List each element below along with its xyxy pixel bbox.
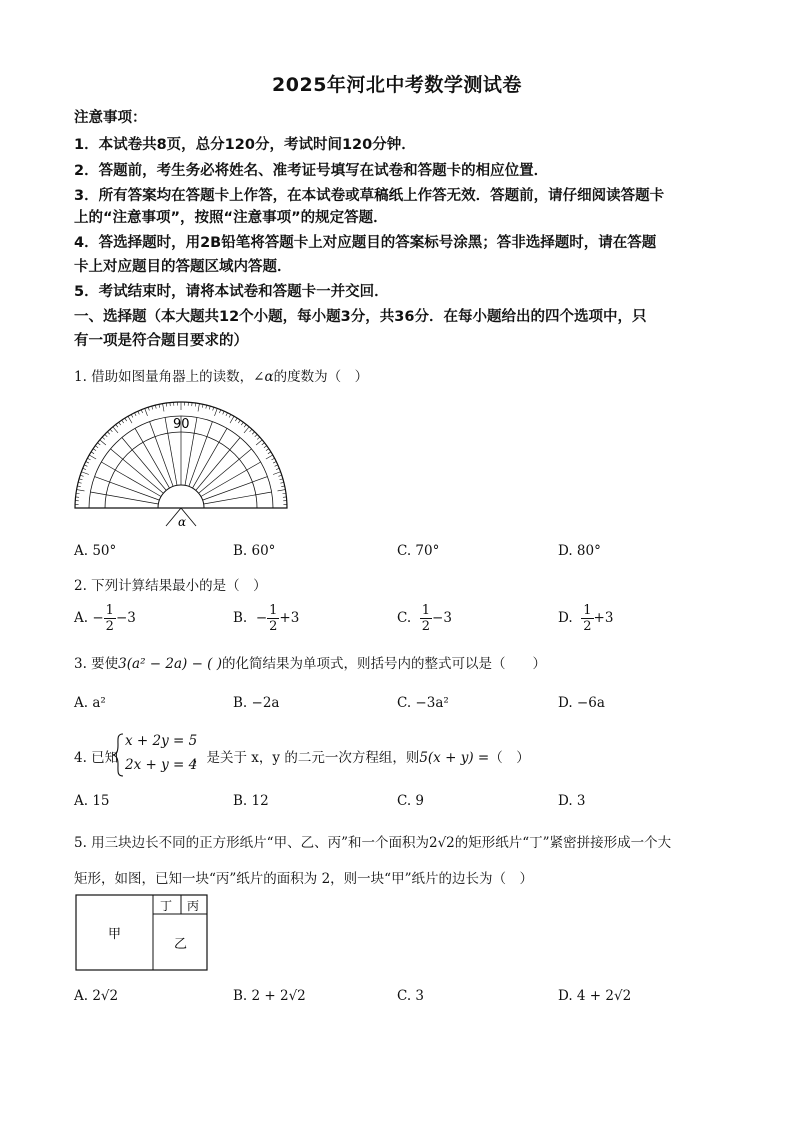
protractor-tick <box>102 437 105 439</box>
q3-expression: 3(a² − 2a) − ( ) <box>118 656 223 672</box>
q3-option-a[interactable]: A. a² <box>74 695 106 711</box>
q1-option-d[interactable]: D. 80° <box>558 543 601 559</box>
ding-label: 丁 <box>160 899 173 913</box>
q2-c-fraction <box>420 603 432 634</box>
q5-option-c[interactable]: C. 3 <box>397 988 425 1004</box>
section-heading: 一、选择题（本大题共12个小题，每小题3分，共36分．在每小题给出的四个选项中，只 <box>74 309 647 325</box>
q2-a-num: 1 <box>105 603 114 618</box>
protractor-tick <box>272 458 275 460</box>
protractor-tick <box>135 413 137 416</box>
q2-b-minus: − <box>255 610 268 626</box>
protractor-tick <box>97 443 100 445</box>
q2-c-tail: −3 <box>432 610 452 626</box>
notice-item-3-cont: 上的“注意事项”，按照“注意事项”的规定答题． <box>74 210 388 226</box>
protractor-tick <box>255 434 258 436</box>
protractor-tick <box>107 432 109 435</box>
protractor-tick <box>219 410 220 413</box>
q4-equation-1: x + 2y = 5 <box>125 733 198 749</box>
notice-item-5: 5．考试结束时，请将本试卷和答题卡一并交回． <box>74 284 389 300</box>
protractor-tick <box>266 449 269 451</box>
protractor-tick <box>278 490 286 491</box>
q2-d-tail: +3 <box>593 610 614 626</box>
question-5-line-2: 矩形，如图，已知一块“丙”纸片的面积为 2，则一块“甲”纸片的边长为（ ） <box>74 871 533 887</box>
protractor-tick <box>77 486 80 487</box>
protractor-tick <box>229 414 231 417</box>
notice-item-4: 4．答选择题时，用2B铅笔将答题卡上对应题目的答案标号涂黑；答非选择题时，请在答题 <box>74 235 657 251</box>
protractor-tick <box>159 404 160 407</box>
q2-b-den: 2 <box>269 619 278 634</box>
protractor-tick <box>87 458 90 460</box>
q2-b-num: 1 <box>269 603 278 618</box>
protractor-tick <box>209 406 210 409</box>
q3-option-c[interactable]: C. −3a² <box>397 695 449 711</box>
protractor-tick <box>257 437 260 439</box>
jia-label: 甲 <box>108 927 122 942</box>
protractor-tick <box>278 475 281 476</box>
protractor-tick <box>281 486 284 487</box>
q2-b-tail: +3 <box>279 610 300 626</box>
question-2-stem: 2. 下列计算结果最小的是（ ） <box>74 578 267 594</box>
q2-a-minus: − <box>92 610 104 626</box>
protractor-tick <box>131 414 133 417</box>
protractor-tick <box>105 434 108 436</box>
protractor-tick <box>226 413 228 416</box>
q5-option-d[interactable]: D. 4 + 2√2 <box>558 988 632 1004</box>
protractor-ray <box>95 477 160 501</box>
q5-option-b[interactable]: B. 2 + 2√2 <box>233 988 306 1004</box>
protractor-tick <box>206 405 207 408</box>
q1-angle: ∠α <box>253 369 274 385</box>
q2-a-den: 2 <box>105 619 114 634</box>
q4-left-brace <box>112 733 124 777</box>
yi-label: 乙 <box>174 937 188 952</box>
q5-option-a[interactable]: A. 2√2 <box>74 988 119 1004</box>
q4-equation-2: 2x + y = 4 <box>125 757 198 773</box>
protractor-tick <box>116 424 118 427</box>
protractor-tick <box>148 407 149 410</box>
protractor-tick <box>77 490 85 491</box>
protractor-tick <box>100 440 106 445</box>
notice-item-4-cont: 卡上对应题目的答题区域内答题． <box>74 259 292 275</box>
q4-stem-rest <box>193 746 530 766</box>
protractor-tick <box>280 479 283 480</box>
q4-stem-b: ，是关于 x，y 的二元一次方程组，则 <box>193 750 420 766</box>
protractor-tick <box>215 408 218 416</box>
q2-c-num: 1 <box>421 603 431 618</box>
q2-a-fraction <box>104 603 116 634</box>
q1-option-c[interactable]: C. 70° <box>397 543 440 559</box>
question-5-line-1 <box>74 831 671 851</box>
protractor-tick <box>110 429 112 432</box>
protractor-tick <box>198 404 199 412</box>
protractor-tick <box>141 410 142 413</box>
notice-item-1: 1．本试卷共8页，总分120分，考试时间120分钟． <box>74 137 416 153</box>
protractor-ray <box>203 477 268 501</box>
q1-option-a[interactable]: A. 50° <box>74 543 117 559</box>
protractor-ray <box>204 492 272 504</box>
protractor-ray <box>189 422 213 487</box>
protractor-tick <box>145 408 148 416</box>
q4-option-c[interactable]: C. 9 <box>397 793 425 809</box>
protractor-tick <box>122 420 124 423</box>
notice-heading: 注意事项： <box>74 110 147 126</box>
q4-stem-c: （ ） <box>489 750 530 766</box>
section-heading-cont: 有一项是符合题目要求的） <box>74 333 248 349</box>
protractor-tick <box>81 472 89 475</box>
protractor-tick <box>280 482 283 483</box>
protractor-tick <box>273 472 281 475</box>
q1-stem-b: 的度数为（ ） <box>273 369 369 385</box>
q2-option-a[interactable] <box>74 603 136 634</box>
q4-option-a[interactable]: A. 15 <box>74 793 110 809</box>
q5-area: 2√2 <box>428 835 455 851</box>
q2-d-label: D. <box>558 610 573 626</box>
protractor-tick <box>230 416 234 423</box>
question-1-stem <box>74 365 368 385</box>
q3-option-b[interactable]: B. −2a <box>233 695 280 711</box>
q3-stem-b: 的化简结果为单项式，则括号内的整式可以是（ ） <box>222 656 547 672</box>
protractor-tick <box>264 446 267 448</box>
protractor-tick <box>273 462 276 464</box>
q2-a-label: A. <box>74 610 89 626</box>
page-title: 2025年河北中考数学测试卷 <box>272 74 522 96</box>
protractor-tick <box>91 452 94 454</box>
q2-d-den: 2 <box>583 619 592 634</box>
protractor-tick <box>202 404 203 407</box>
q2-a-tail: −3 <box>115 610 136 626</box>
q2-b-label: B. <box>233 610 248 626</box>
protractor-ray <box>90 492 158 504</box>
protractor-tick <box>244 427 249 433</box>
q1-option-b[interactable]: B. 60° <box>233 543 276 559</box>
protractor-tick <box>128 416 132 423</box>
q2-c-den: 2 <box>421 619 431 634</box>
protractor-tick <box>95 446 98 448</box>
protractor-ray <box>150 422 174 487</box>
protractor-tick <box>256 440 262 445</box>
protractor-tick <box>266 455 273 459</box>
protractor-tick <box>89 455 96 459</box>
q4-expression: 5(x + y) = <box>419 750 490 766</box>
protractor-tick <box>268 452 271 454</box>
q3-option-d[interactable]: D. −6a <box>558 695 605 711</box>
protractor-tick <box>252 432 254 435</box>
q4-option-b[interactable]: B. 12 <box>233 793 269 809</box>
notice-item-2: 2．答题前，考生务必将姓名、准考证号填写在试卷和答题卡的相应位置． <box>74 163 549 179</box>
protractor-tick <box>276 468 279 469</box>
protractor-tick <box>138 411 139 414</box>
q2-c-label: C. <box>397 610 412 626</box>
protractor-tick <box>79 479 82 480</box>
question-3-stem <box>74 652 546 672</box>
q4-option-d[interactable]: D. 3 <box>558 793 586 809</box>
q2-option-c[interactable] <box>397 603 452 634</box>
protractor-tick <box>84 465 87 466</box>
notice-item-3: 3．所有答案均在答题卡上作答，在本试卷或草稿纸上作答无效．答题前，请仔细阅读答题卡 <box>74 188 665 204</box>
protractor-tick <box>262 443 265 445</box>
q5-line1-b: 的矩形纸片“丁”紧密拼接形成一个大 <box>454 835 672 851</box>
q2-option-d[interactable] <box>558 603 613 634</box>
protractor-tick <box>223 411 224 414</box>
bing-label: 丙 <box>187 899 200 913</box>
protractor-tick <box>250 429 252 432</box>
protractor-tick <box>86 462 89 464</box>
protractor-tick <box>213 407 214 410</box>
protractor-tick <box>275 465 278 466</box>
protractor-tick <box>155 405 156 408</box>
protractor-tick <box>244 424 246 427</box>
protractor-tick <box>80 475 83 476</box>
protractor-tick <box>152 406 153 409</box>
protractor-tick <box>119 422 121 425</box>
alpha-label: α <box>178 515 187 529</box>
protractor-tick <box>78 482 81 483</box>
protractor-tick <box>113 427 118 433</box>
rectangle-figure <box>75 894 209 972</box>
q4-stem-a: 4. 已知 <box>74 750 119 766</box>
q2-d-fraction <box>581 603 593 634</box>
q2-b-fraction <box>267 603 279 634</box>
q2-d-num: 1 <box>583 603 592 618</box>
protractor-tick <box>235 418 237 421</box>
protractor-tick <box>241 422 243 425</box>
protractor-tick <box>93 449 96 451</box>
protractor-tick <box>83 468 86 469</box>
protractor-90-label: 90 <box>173 417 190 432</box>
protractor-tick <box>238 420 240 423</box>
protractor-figure <box>70 398 292 530</box>
q5-line1-a: 5. 用三块边长不同的正方形纸片“甲、乙、丙”和一个面积为 <box>74 835 429 851</box>
q2-option-b[interactable] <box>233 603 299 634</box>
q1-stem-a: 1. 借助如图量角器上的读数， <box>74 369 254 385</box>
protractor-tick <box>125 418 127 421</box>
protractor-tick <box>163 404 164 412</box>
q3-stem-a: 3. 要使 <box>74 656 119 672</box>
